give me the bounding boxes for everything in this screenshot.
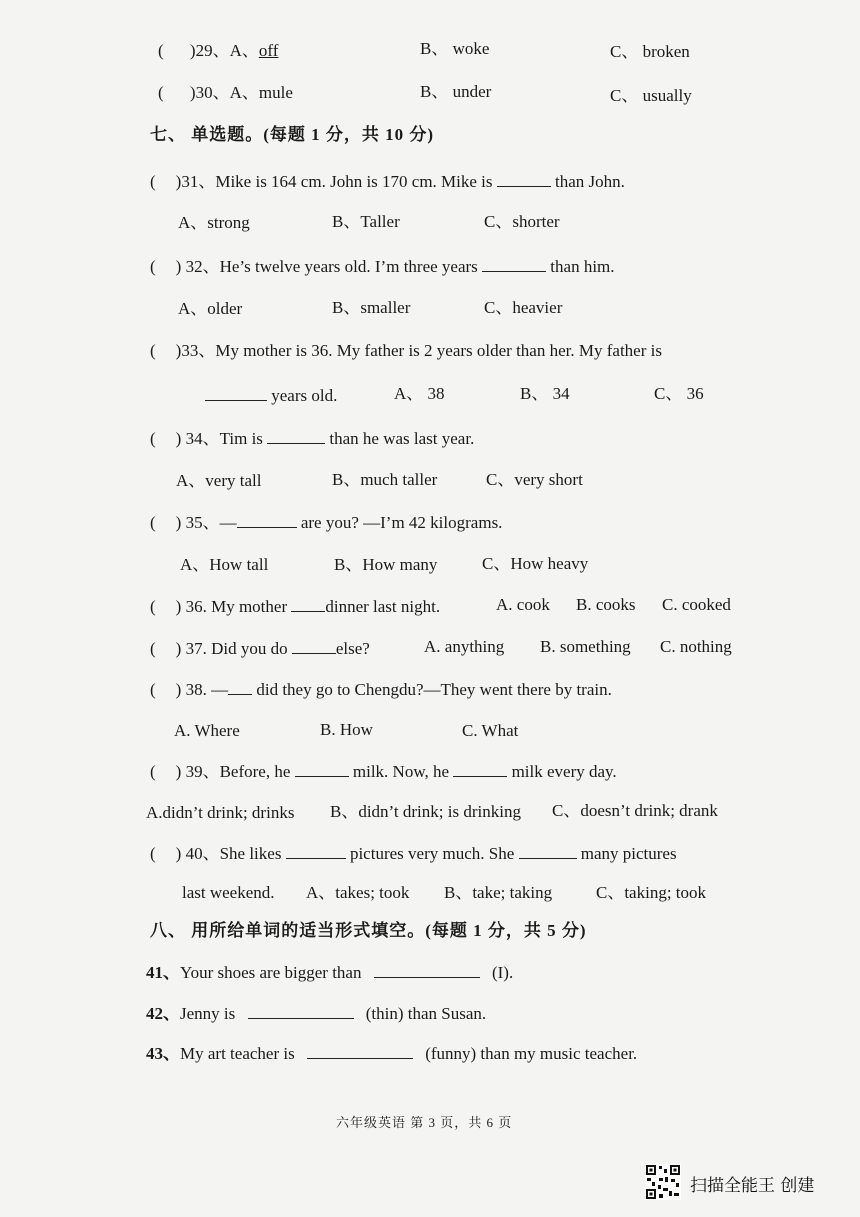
q32-option-a: A、older [178,299,243,318]
q40-option-c: C、taking; took [596,883,707,902]
q31-option-c: C、shorter [484,212,560,231]
answer-blank[interactable] [307,1042,413,1059]
q30-option-b: B、 under [420,82,492,101]
question-39: ( ) 39、Before, he milk. Now, he milk every day. [150,762,617,781]
answer-blank[interactable] [519,842,577,859]
q30-option-c: C、 usually [610,86,692,105]
q37-option-a: A. anything [424,637,505,656]
q36-option-b: B. cooks [576,595,636,614]
q33-option-b: B、 34 [520,384,570,403]
q31-option-b: B、Taller [332,212,400,231]
question-40-line2: last weekend. [182,883,275,902]
scanner-brand-watermark: 扫描全能王 创建 [690,1176,815,1196]
answer-blank[interactable] [237,511,297,528]
section-8-heading: 八、 用所给单词的适当形式填空。(每题 1 分，共 5 分) [150,921,587,940]
q29-option-b: B、 woke [420,39,490,58]
question-33: ( )33、My mother is 36. My father is 2 years older than her. My father is [150,341,662,360]
answer-blank[interactable] [286,842,346,859]
answer-blank[interactable] [248,1002,354,1019]
q36-option-a: A. cook [496,595,550,614]
answer-blank[interactable] [205,384,267,401]
q33-option-a: A、 38 [394,384,445,403]
q40-option-a: A、takes; took [306,883,410,902]
question-29: ( )29、A、off [158,41,279,60]
q38-option-a: A. Where [174,721,240,740]
page-footer: 六年级英语 第 3 页，共 6 页 [336,1115,513,1130]
q35-option-b: B、How many [334,555,438,574]
q37-option-c: C. nothing [660,637,732,656]
question-33-line2: years old. [205,384,337,407]
q39-option-b: B、didn’t drink; is drinking [330,802,521,821]
q38-option-b: B. How [320,720,373,739]
answer-blank[interactable] [374,961,480,978]
q34-option-c: C、very short [486,470,583,489]
q31-option-a: A、strong [178,213,250,232]
q29-option-a: off [258,41,279,60]
q39-option-a: A.didn’t drink; drinks [146,803,295,822]
q36-option-c: C. cooked [662,595,731,614]
q33-option-c: C、 36 [654,384,704,403]
q32-option-b: B、smaller [332,298,411,317]
question-43: 43、My art teacher is (funny) than my music teacher. [146,1044,638,1063]
q34-option-a: A、very tall [176,471,262,490]
answer-blank[interactable] [267,427,325,444]
question-41: 41、Your shoes are bigger than (I). [146,963,514,982]
qr-code-icon [645,1164,681,1200]
answer-blank[interactable] [453,760,507,777]
answer-blank[interactable] [497,170,551,187]
question-36: ( ) 36. My mother dinner last night. [150,597,441,616]
question-30: ( )30、A、mule [158,83,293,102]
question-42: 42、Jenny is (thin) than Susan. [146,1004,487,1023]
answer-blank[interactable] [228,678,252,695]
answer-blank[interactable] [295,760,349,777]
question-35: ( ) 35、— are you? —I’m 42 kilograms. [150,513,503,532]
q32-option-c: C、heavier [484,298,563,317]
answer-blank[interactable] [292,637,336,654]
q40-option-b: B、take; taking [444,883,553,902]
q37-option-b: B. something [540,637,631,656]
question-38: ( ) 38. — did they go to Chengdu?—They went there by train. [150,680,612,699]
answer-blank[interactable] [482,255,546,272]
q35-option-c: C、How heavy [482,554,589,573]
question-40: ( ) 40、She likes pictures very much. She many pictures [150,844,677,863]
section-7-heading: 七、 单选题。(每题 1 分，共 10 分) [150,125,435,144]
question-37: ( ) 37. Did you do else? [150,639,370,658]
q34-option-b: B、much taller [332,470,438,489]
answer-blank[interactable] [291,595,325,612]
q35-option-a: A、How tall [180,555,269,574]
q29-option-c: C、 broken [610,42,690,61]
question-32: ( ) 32、He’s twelve years old. I’m three years than him. [150,257,615,276]
question-31: ( )31、Mike is 164 cm. John is 170 cm. Mike is than John. [150,172,625,191]
q39-option-c: C、doesn’t drink; drank [552,801,718,820]
q30-option-a: mule [258,83,293,102]
question-34: ( ) 34、Tim is than he was last year. [150,429,475,448]
q38-option-c: C. What [462,721,519,740]
